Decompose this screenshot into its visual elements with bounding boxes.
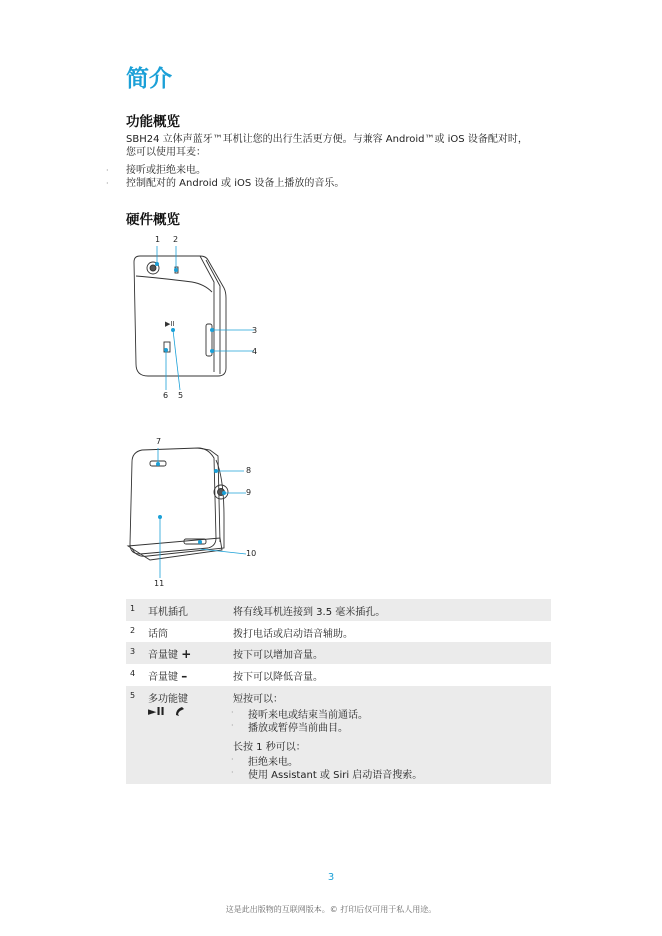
phone-icon: [174, 705, 186, 717]
callout-5: 5: [178, 391, 184, 400]
table-row: [126, 686, 551, 784]
device-front-illustration: [120, 232, 270, 404]
overview-bullet-2: 控制配对的 Android 或 iOS 设备上播放的音乐。: [126, 178, 345, 189]
long-press-item-2: 使用 Assistant 或 Siri 启动语音搜索。: [248, 770, 423, 781]
bullet-dot: ·: [231, 768, 234, 777]
table-row: [126, 599, 551, 621]
device-back-illustration: [120, 438, 270, 588]
callout-4: 4: [252, 347, 258, 356]
page-number: 3: [327, 872, 335, 883]
section-heading-overview: 功能概览: [126, 114, 180, 130]
row-feature: [148, 646, 191, 661]
callout-6: 6: [163, 391, 169, 400]
callout-2: 2: [173, 235, 179, 244]
row-feature: 多功能键: [148, 694, 188, 705]
row-description: 拨打电话或启动语音辅助。: [233, 629, 353, 640]
row-number: 1: [130, 604, 136, 613]
table-row: [126, 621, 551, 642]
long-press-item-1: 拒绝来电。: [248, 757, 298, 768]
overview-paragraph: [126, 133, 528, 159]
overview-line-1: SBH24 立体声蓝牙™耳机让您的出行生活更方便。与兼容 Android™或 iOS 设备配对时，: [126, 134, 528, 145]
row-feature: 话筒: [148, 629, 168, 640]
overview-line-2: 您可以使用耳麦：: [126, 147, 206, 158]
feature-label: 音量键: [148, 650, 178, 661]
row-feature: [148, 668, 187, 683]
row-description: 按下可以增加音量。: [233, 650, 323, 661]
svg-text:▶II: ▶II: [165, 320, 175, 328]
row-number: 3: [130, 647, 136, 656]
callout-1: 1: [155, 235, 161, 244]
table-row: [126, 642, 551, 664]
hardware-table: [126, 599, 551, 784]
bullet-dot: ·: [106, 166, 109, 175]
row-number: 2: [130, 626, 136, 635]
short-press-label: 短按可以：: [233, 694, 283, 705]
bullet-dot: ·: [231, 755, 234, 764]
short-press-item-1: 接听来电或结束当前通话。: [248, 710, 368, 721]
callout-7: 7: [156, 437, 162, 446]
row-number: 5: [130, 691, 136, 700]
footer-note: 这是此出版物的互联网版本。© 打印后仅可用于私人用途。: [225, 905, 437, 914]
callout-10: 10: [246, 549, 257, 558]
plus-icon: +: [181, 647, 192, 661]
bullet-dot: ·: [231, 721, 234, 730]
minus-icon: –: [181, 669, 188, 683]
bullet-dot: ·: [231, 708, 234, 717]
page-title: 简介: [126, 66, 172, 92]
callout-8: 8: [246, 466, 252, 475]
callout-9: 9: [246, 488, 252, 497]
table-row: [126, 664, 551, 686]
row-feature: 耳机插孔: [148, 607, 188, 618]
overview-bullet-1: 接听或拒绝来电。: [126, 165, 206, 176]
feature-label: 音量键: [148, 672, 178, 683]
callout-11: 11: [154, 579, 165, 588]
row-number: 4: [130, 669, 136, 678]
row-description: 按下可以降低音量。: [233, 672, 323, 683]
callout-3: 3: [252, 326, 258, 335]
short-press-item-2: 播放或暂停当前曲目。: [248, 723, 348, 734]
section-heading-hardware: 硬件概览: [126, 212, 180, 228]
long-press-label: 长按 1 秒可以：: [233, 742, 306, 753]
bullet-dot: ·: [106, 179, 109, 188]
row-description: 将有线耳机连接到 3.5 毫米插孔。: [233, 607, 386, 618]
play-pause-icon: ►II: [148, 705, 165, 718]
